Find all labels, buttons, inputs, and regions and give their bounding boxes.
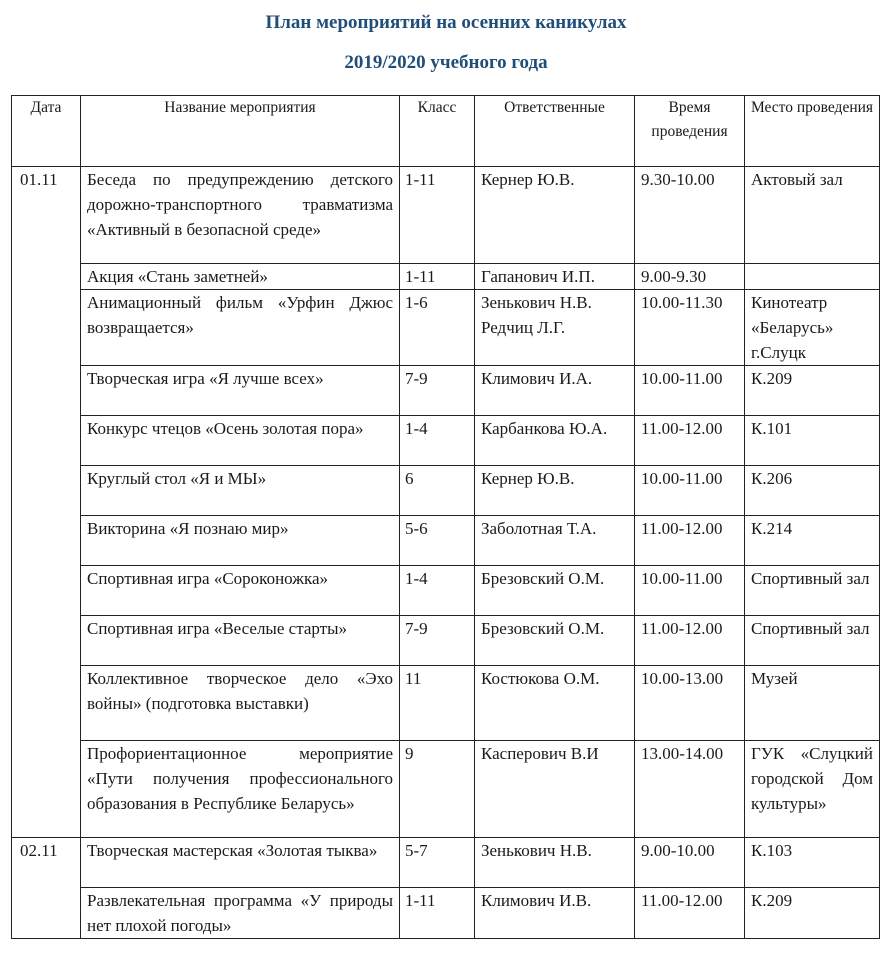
cell-name: Творческая мастерская «Золотая тыква» xyxy=(81,838,400,888)
cell-time: 9.00-10.00 xyxy=(635,838,745,888)
cell-place: К.103 xyxy=(745,838,880,888)
cell-responsible: Брезовский О.М. xyxy=(475,566,635,616)
cell-date: 02.11 xyxy=(12,838,81,939)
cell-time: 9.00-9.30 xyxy=(635,264,745,290)
header-row xyxy=(12,96,880,167)
cell-responsible: Климович И.А. xyxy=(475,366,635,416)
header-name: Название мероприятия xyxy=(81,96,400,167)
cell-class: 1-11 xyxy=(400,888,475,939)
cell-class: 1-6 xyxy=(400,290,475,366)
cell-name: Круглый стол «Я и МЫ» xyxy=(81,466,400,516)
cell-responsible: Брезовский О.М. xyxy=(475,616,635,666)
cell-name: Коллективное творческое дело «Эхо войны» (подготовка выставки) xyxy=(81,666,400,741)
table-row xyxy=(12,666,880,741)
cell-date: 01.11 xyxy=(12,167,81,838)
cell-place: Спортивный зал xyxy=(745,566,880,616)
cell-place: К.209 xyxy=(745,366,880,416)
cell-responsible: Гапанович И.П. xyxy=(475,264,635,290)
cell-responsible: Климович И.В. xyxy=(475,888,635,939)
title-line-2: 2019/2020 учебного года xyxy=(344,52,548,73)
cell-class: 9 xyxy=(400,741,475,838)
table-row xyxy=(12,290,880,366)
cell-name: Анимационный фильм «Урфин Джюс возвращается» xyxy=(81,290,400,366)
cell-place: К.101 xyxy=(745,416,880,466)
cell-name: Беседа по предупреждению детского дорожно-транспортного травматизма «Активный в безопасной среде» xyxy=(81,167,400,264)
cell-place: Спортивный зал xyxy=(745,616,880,666)
cell-responsible: Карбанкова Ю.А. xyxy=(475,416,635,466)
cell-name: Спортивная игра «Веселые старты» xyxy=(81,616,400,666)
cell-time: 13.00-14.00 xyxy=(635,741,745,838)
cell-class: 7-9 xyxy=(400,366,475,416)
cell-time: 11.00-12.00 xyxy=(635,616,745,666)
table-row xyxy=(12,741,880,838)
table-row xyxy=(12,566,880,616)
table-row xyxy=(12,416,880,466)
cell-time: 10.00-11.30 xyxy=(635,290,745,366)
cell-responsible: Кернер Ю.В. xyxy=(475,167,635,264)
cell-time: 10.00-11.00 xyxy=(635,566,745,616)
table-row xyxy=(12,466,880,516)
cell-class: 1-11 xyxy=(400,264,475,290)
cell-responsible: Касперович В.И xyxy=(475,741,635,838)
cell-name: Профориентационное мероприятие «Пути получения профессионального образования в Республике Беларусь» xyxy=(81,741,400,838)
cell-name: Спортивная игра «Сороконожка» xyxy=(81,566,400,616)
header-time: Время проведения xyxy=(635,96,745,167)
cell-class: 11 xyxy=(400,666,475,741)
table-row xyxy=(12,616,880,666)
cell-time: 11.00-12.00 xyxy=(635,516,745,566)
title-line-1: План мероприятий на осенних каникулах xyxy=(265,12,627,33)
cell-responsible: Зенькович Н.В. Редчиц Л.Г. xyxy=(475,290,635,366)
cell-place: К.206 xyxy=(745,466,880,516)
cell-responsible: Заболотная Т.А. xyxy=(475,516,635,566)
cell-name: Акция «Стань заметней» xyxy=(81,264,400,290)
cell-name: Развлекательная программа «У природы нет плохой погоды» xyxy=(81,888,400,939)
table-row xyxy=(12,838,880,888)
events-table xyxy=(11,95,880,939)
cell-place: ГУК «Слуцкий городской Дом культуры» xyxy=(745,741,880,838)
table-row xyxy=(12,264,880,290)
cell-place: К.209 xyxy=(745,888,880,939)
cell-time: 10.00-11.00 xyxy=(635,466,745,516)
table-row xyxy=(12,167,880,264)
cell-time: 11.00-12.00 xyxy=(635,416,745,466)
header-class: Класс xyxy=(400,96,475,167)
cell-class: 6 xyxy=(400,466,475,516)
table-row xyxy=(12,516,880,566)
cell-responsible: Костюкова О.М. xyxy=(475,666,635,741)
cell-time: 11.00-12.00 xyxy=(635,888,745,939)
cell-place: К.214 xyxy=(745,516,880,566)
table-body xyxy=(12,167,880,939)
cell-place: Музей xyxy=(745,666,880,741)
cell-place xyxy=(745,264,880,290)
cell-class: 1-4 xyxy=(400,416,475,466)
cell-responsible: Кернер Ю.В. xyxy=(475,466,635,516)
cell-name: Викторина «Я познаю мир» xyxy=(81,516,400,566)
header-place: Место проведения xyxy=(745,96,880,167)
cell-time: 9.30-10.00 xyxy=(635,167,745,264)
cell-class: 5-6 xyxy=(400,516,475,566)
cell-name: Конкурс чтецов «Осень золотая пора» xyxy=(81,416,400,466)
table-row xyxy=(12,366,880,416)
cell-class: 1-4 xyxy=(400,566,475,616)
cell-time: 10.00-13.00 xyxy=(635,666,745,741)
table-row xyxy=(12,888,880,939)
cell-class: 5-7 xyxy=(400,838,475,888)
cell-class: 7-9 xyxy=(400,616,475,666)
cell-responsible: Зенькович Н.В. xyxy=(475,838,635,888)
cell-place: Актовый зал xyxy=(745,167,880,264)
header-date: Дата xyxy=(12,96,81,167)
cell-time: 10.00-11.00 xyxy=(635,366,745,416)
cell-class: 1-11 xyxy=(400,167,475,264)
cell-name: Творческая игра «Я лучше всех» xyxy=(81,366,400,416)
header-responsible: Ответственные xyxy=(475,96,635,167)
cell-place: Кинотеатр «Беларусь» г.Слуцк xyxy=(745,290,880,366)
